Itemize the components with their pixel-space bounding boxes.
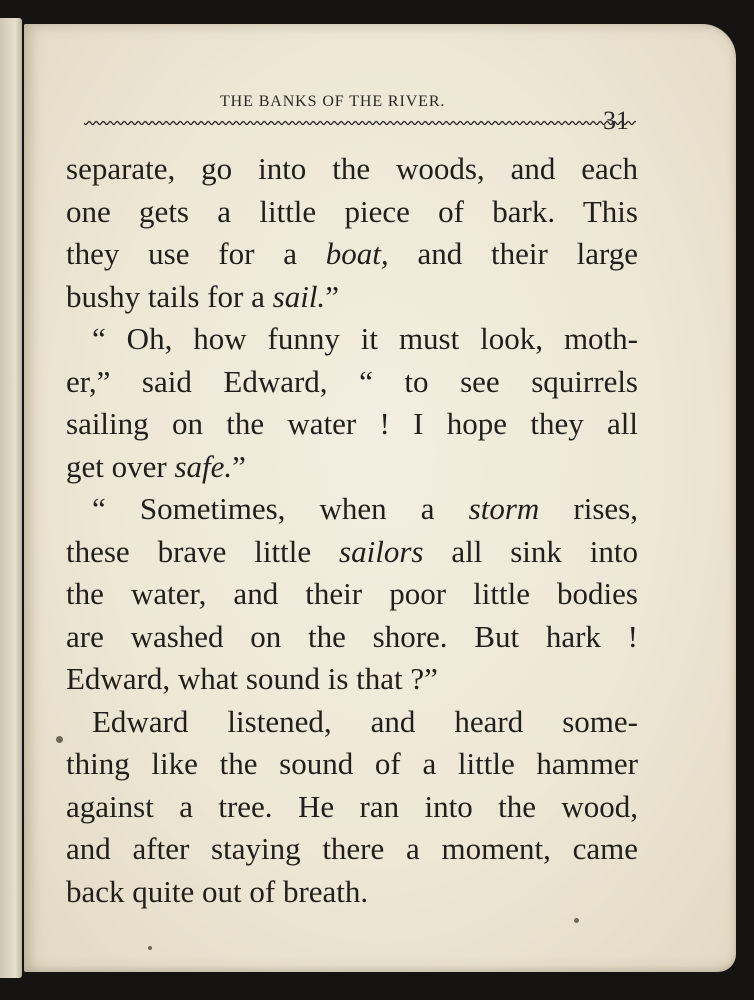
text-run: rises, — [539, 491, 638, 526]
running-head: THE BANKS OF THE RIVER. — [220, 93, 446, 110]
text-run: back quite out of breath. — [66, 873, 369, 909]
ink-speck — [56, 736, 63, 743]
text-run: thing like the sound of a little hammer — [66, 746, 638, 781]
text-line — [66, 318, 638, 361]
text-run: separate, go into the woods, and each — [66, 151, 638, 186]
text-run: are washed on the shore. But hark ! — [66, 618, 638, 654]
text-line — [66, 616, 638, 659]
text-run: ” — [232, 448, 246, 484]
text-line — [66, 276, 638, 319]
text-run: sailing on the water ! I hope they all — [66, 406, 638, 441]
text-line — [66, 446, 638, 489]
text-line — [66, 148, 638, 191]
text-run: and their large — [388, 236, 638, 271]
text-run: the water, and their poor little bodies — [66, 576, 638, 611]
text-run: they use for a — [66, 236, 326, 271]
italic-word: boat, — [325, 236, 389, 271]
italic-word: storm — [468, 491, 540, 526]
italic-word: sailors — [339, 533, 424, 569]
book-page — [24, 24, 736, 972]
ink-speck — [574, 918, 579, 923]
text-run: get over — [66, 448, 175, 484]
text-run: “ Oh, how funny it must look, moth- — [92, 321, 638, 356]
text-line — [66, 828, 638, 871]
text-run: all sink into — [423, 533, 638, 569]
page-number: 31 — [603, 106, 629, 135]
ink-speck — [148, 946, 152, 950]
text-run: one gets a little piece of bark. This — [66, 193, 638, 229]
text-run: and after staying there a moment, came — [66, 831, 638, 866]
text-line — [66, 743, 638, 786]
text-line — [66, 233, 638, 276]
text-line — [66, 658, 638, 701]
italic-word: safe. — [174, 448, 233, 484]
body-text — [66, 148, 638, 913]
text-line — [66, 488, 638, 531]
text-run: er,” said Edward, “ to see squirrels — [66, 363, 638, 399]
text-run: Edward, what sound is that ?” — [66, 661, 438, 696]
text-line — [66, 361, 638, 404]
text-run: bushy tails for a — [66, 278, 273, 314]
text-line — [66, 701, 638, 744]
previous-page-edge — [0, 18, 22, 978]
header-wavy-rule — [84, 119, 636, 127]
text-run: Edward listened, and heard some- — [92, 703, 638, 739]
text-line — [66, 573, 638, 616]
text-line — [66, 403, 638, 446]
text-line — [66, 191, 638, 234]
text-run: against a tree. He ran into the wood, — [66, 788, 638, 824]
text-line — [66, 786, 638, 829]
text-run: ” — [325, 278, 339, 314]
text-line — [66, 531, 638, 574]
text-line — [66, 871, 638, 914]
italic-word: sail. — [272, 278, 326, 314]
text-run: “ Sometimes, when a — [92, 491, 469, 526]
text-run: these brave little — [66, 533, 340, 569]
